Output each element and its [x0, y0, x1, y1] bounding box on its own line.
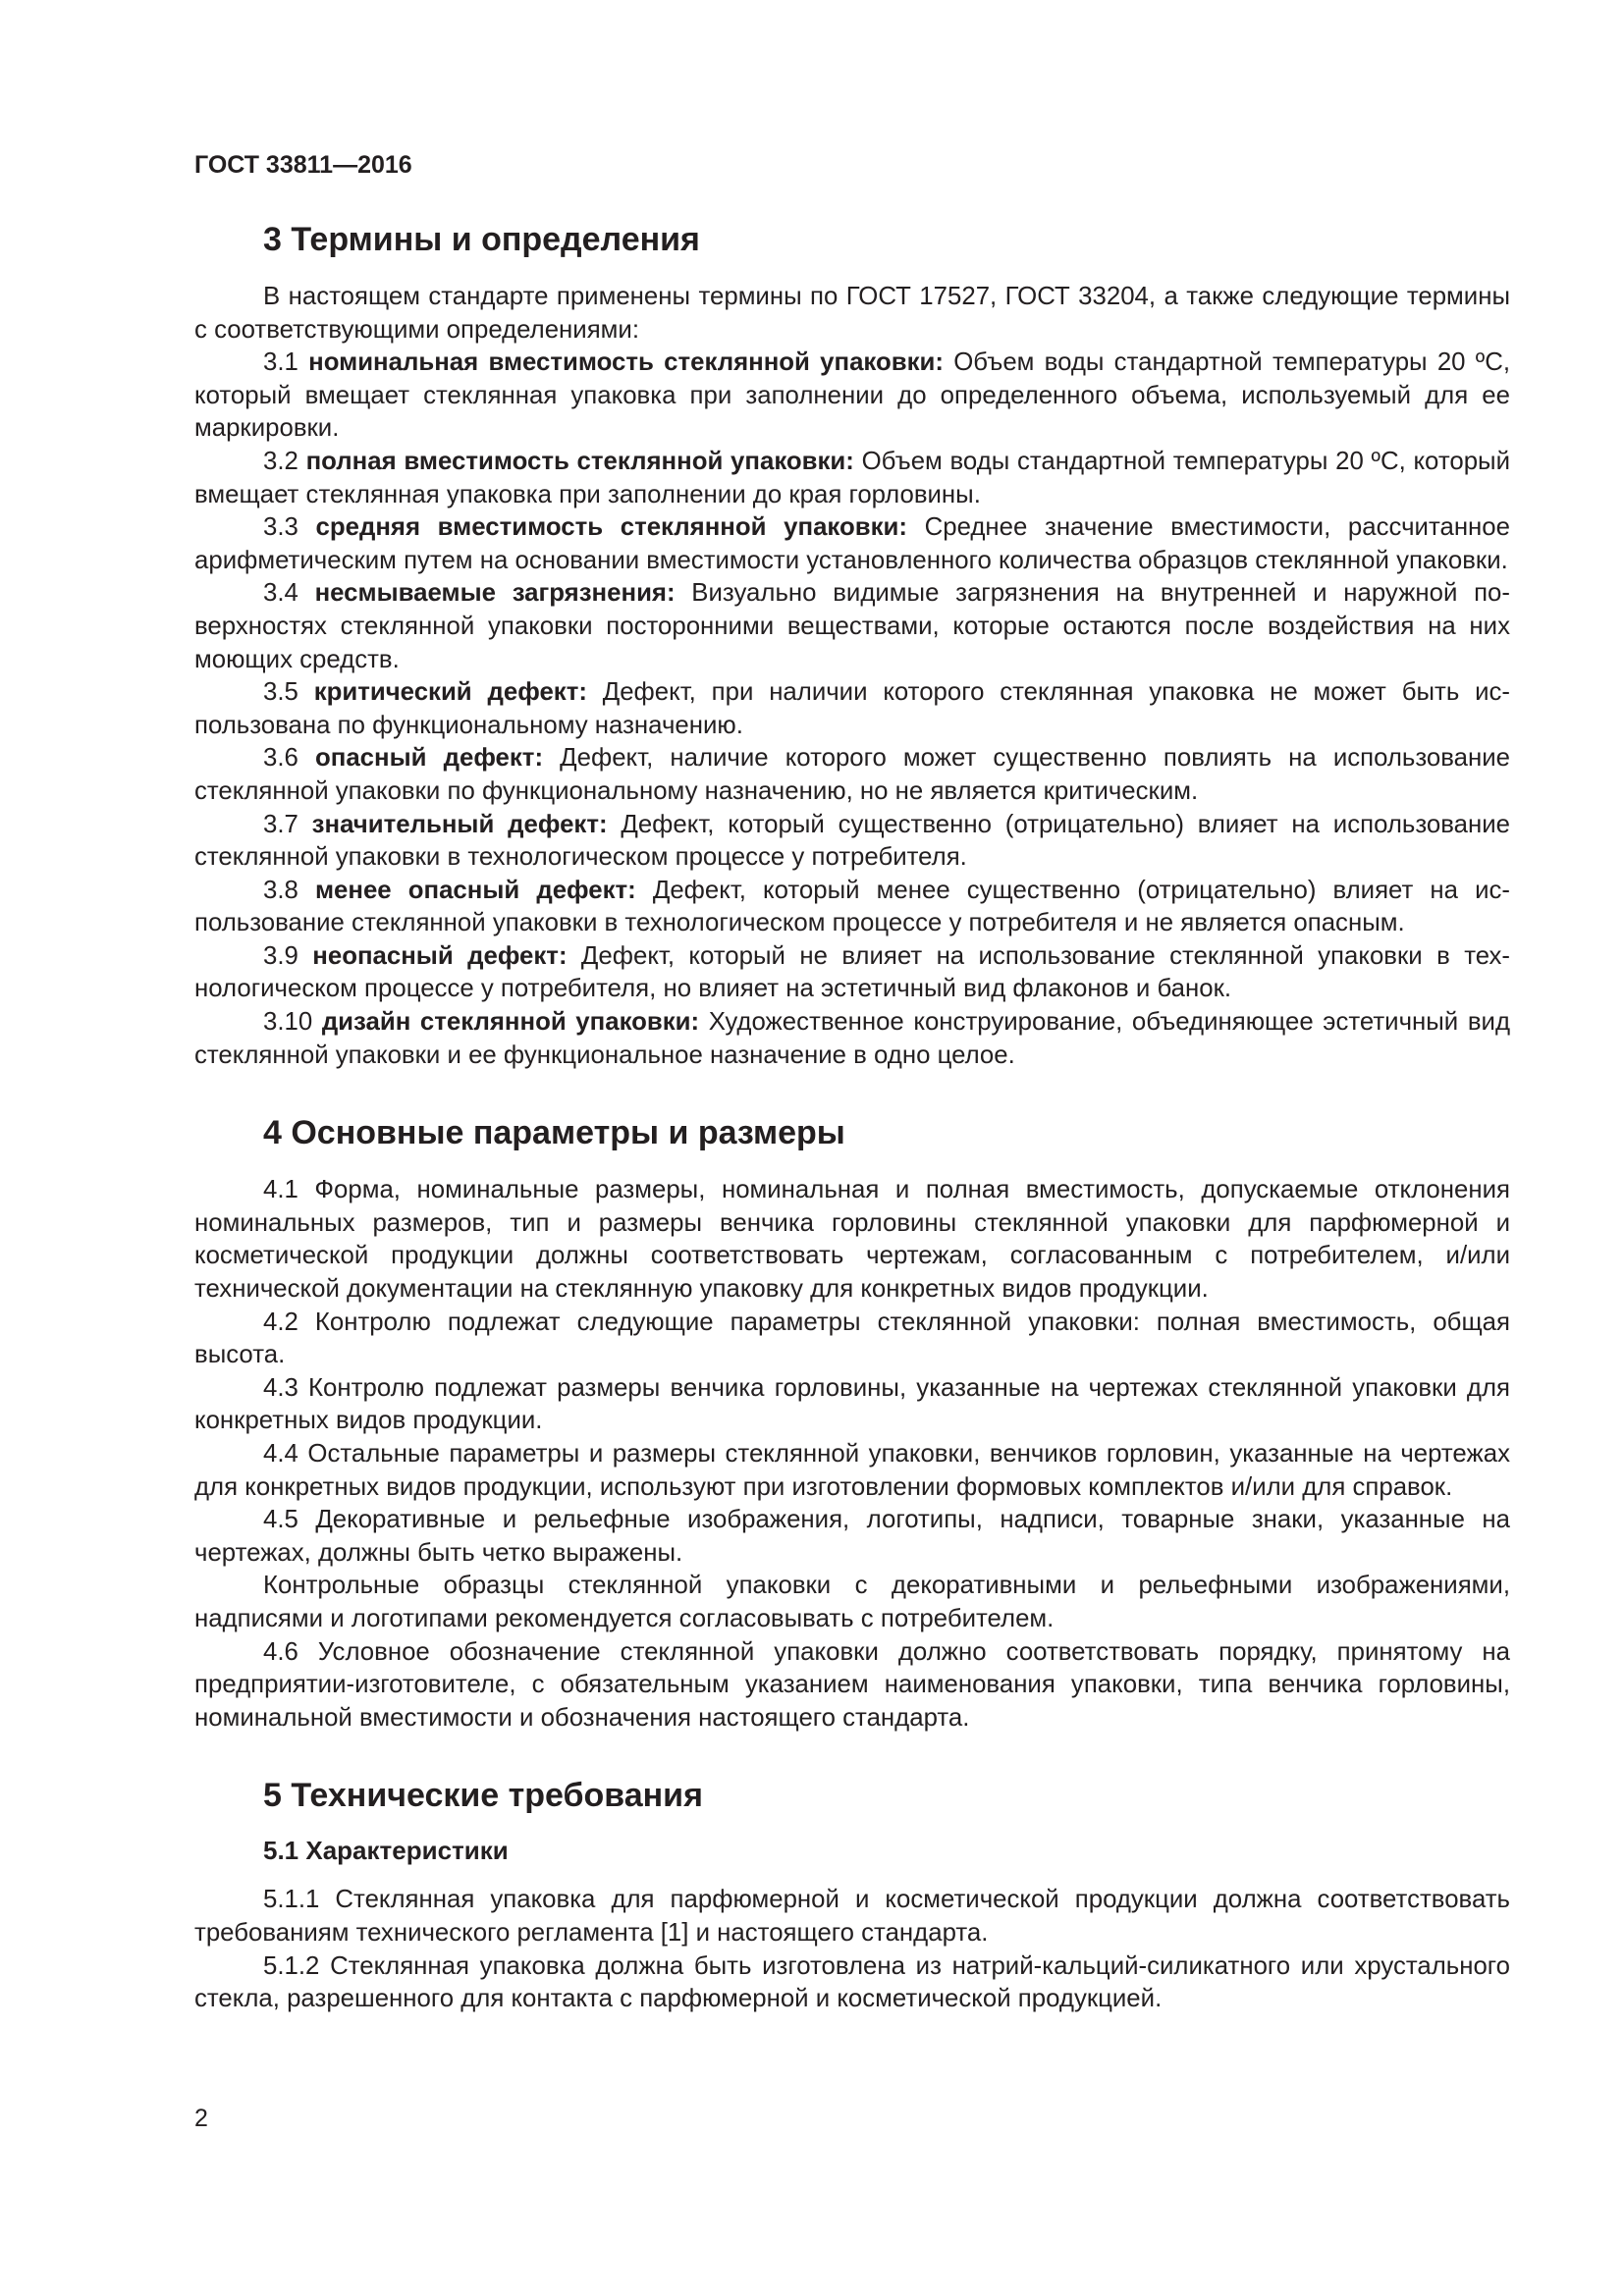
term-3-10 — [194, 1006, 1510, 1072]
paragraph-4-1: 4.1 Форма, номинальные размеры, номинальная и полная вместимость, допускаемые отклонения номинальных размеров, тип и размеры венчика горловины стеклянной упаковки для парфюмерной и косметической продукции должны соответствовать чертежам, согласованным с потребителем, и/или технической документации на стеклянную упаковку для конкретных видов продукции. — [194, 1176, 1510, 1304]
section-3-intro: В настоящем стандарте применены термины по ГОСТ 17527, ГОСТ 33204, а также следующие термины с соответствующими определениями: — [194, 283, 1510, 344]
term-name: дизайн стеклянной упаковки: — [321, 1008, 700, 1037]
term-3-3 — [194, 511, 1510, 577]
term-definition: Дефект, при наличии которого стеклянная упаковка не может быть использована по функциональному назначению. — [194, 678, 1510, 739]
paragraph-4-2: 4.2 Контролю подлежат следующие параметры стеклянной упаковки: полная вместимость, общая высота. — [194, 1308, 1510, 1369]
term-number: 3.10 — [263, 1008, 322, 1037]
document-code-header: ГОСТ 33811—2016 — [194, 151, 412, 179]
term-number: 3.8 — [263, 876, 315, 904]
term-3-9 — [194, 940, 1510, 1006]
term-name: значительный дефект: — [311, 810, 608, 838]
term-name: полная вместимость стеклянной упаковки: — [305, 447, 854, 475]
term-number: 3.1 — [263, 348, 309, 377]
term-definition: Визуально видимые загрязнения на внутренней и наружной поверхностях стеклянной упаковки посторонними веществами, которые остаются после воздействия на них моющих средств. — [194, 579, 1511, 673]
section-3-title: 3 Термины и определения — [263, 221, 700, 258]
term-name: несмываемые загрязнения: — [314, 579, 676, 608]
term-definition: Объем воды стандартной температуры 20 ºС, который вмещает стеклянная упаковка при заполнении до края горловины. — [194, 447, 1510, 508]
paragraph-4-5: 4.5 Декоративные и рельефные изображения, логотипы, надписи, товарные знаки, указанные на чертежах, должны быть четко выражены. — [194, 1506, 1510, 1567]
section-5-title: 5 Технические требования — [263, 1777, 703, 1815]
term-definition: Объем воды стандартной температуры 20 ºС, который вмещает стеклянная упаковка при заполнении до определенного объема, используемый для ее маркировки. — [194, 348, 1510, 443]
term-number: 3.6 — [263, 744, 315, 773]
term-definition: Среднее значение вместимости, рассчитанное арифметическим путем на основании вместимости установленного количества образцов стеклянной упаковки. — [194, 513, 1511, 574]
term-3-5 — [194, 676, 1510, 742]
paragraph-5-1-1: 5.1.1 Стеклянная упаковка для парфюмерной и косметической продукции должна соответствовать требованиям технического регламента [1] и настоящего стандарта. — [194, 1886, 1510, 1947]
term-name: критический дефект: — [313, 678, 587, 707]
term-name: менее опасный дефект: — [314, 876, 636, 904]
term-3-6 — [194, 742, 1510, 808]
term-3-8 — [194, 875, 1510, 940]
term-number: 3.4 — [263, 579, 315, 608]
section-4-title: 4 Основные параметры и размеры — [263, 1114, 845, 1152]
subsection-5-1-title: 5.1 Характеристики — [263, 1836, 509, 1866]
term-definition: Художественное конструирование, объединяющее эстетичный вид стеклянной упаковки и ее функциональное назначение в одно целое. — [194, 1008, 1510, 1069]
term-number: 3.2 — [263, 447, 306, 475]
paragraph-4-6: 4.6 Условное обозначение стеклянной упаковки должно соответствовать порядку, принятому на предприятии-изготовителе, с обязательным указанием наименования упаковки, типа венчика горловины, номинальной вместимости и обозначения настоящего стандарта. — [194, 1637, 1510, 1732]
term-definition: Дефект, который не влияет на использование стеклянной упаковки в технологическом процессе у потребителя, но влияет на эстетичный вид флаконов и банок. — [194, 941, 1510, 1003]
term-3-4 — [194, 577, 1510, 676]
term-definition: Дефект, который существенно (отрицательно) влияет на использование стеклянной упаковки в технологическом процессе у потребителя. — [194, 810, 1511, 872]
term-number: 3.9 — [263, 941, 313, 970]
term-name: средняя вместимость стеклянной упаковки: — [315, 513, 907, 542]
paragraph-4-3: 4.3 Контролю подлежат размеры венчика горловины, указанные на чертежах стеклянной упаковки для конкретных видов продукции. — [194, 1373, 1510, 1435]
term-name: опасный дефект: — [314, 744, 544, 773]
term-3-2 — [194, 446, 1510, 511]
term-definition: Дефект, наличие которого может существенно повлиять на использование стеклянной упаковки по функциональному назначению, но не является критическим. — [194, 744, 1511, 805]
term-number: 3.7 — [263, 810, 312, 838]
paragraph-4-4: 4.4 Остальные параметры и размеры стеклянной упаковки, венчиков горловин, указанные на чертежах для конкретных видов продукции, используют при изготовлении формовых комплектов и/или для справок. — [194, 1440, 1510, 1501]
term-number: 3.5 — [263, 678, 314, 707]
paragraph-4-5-note: Контрольные образцы стеклянной упаковки с декоративными и рельефными изображениями, надписями и логотипами рекомендуется согласовывать с потребителем. — [194, 1572, 1510, 1632]
page-content — [194, 218, 1510, 2016]
term-name: неопасный дефект: — [312, 941, 568, 970]
term-3-7 — [194, 809, 1510, 875]
page-number: 2 — [194, 2105, 208, 2132]
paragraph-5-1-2: 5.1.2 Стеклянная упаковка должна быть изготовлена из натрий-кальций-силикатного или хрустального стекла, разрешенного для контакта с парфюмерной и косметической продукцией. — [194, 1951, 1510, 2013]
term-3-1 — [194, 347, 1510, 446]
term-name: номинальная вместимость стеклянной упаковки: — [308, 348, 944, 377]
term-number: 3.3 — [263, 513, 316, 542]
term-definition: Дефект, который менее существенно (отрицательно) влияет на использование стеклянной упаковки в технологическом процессе у потребителя и не является опасным. — [194, 876, 1511, 937]
